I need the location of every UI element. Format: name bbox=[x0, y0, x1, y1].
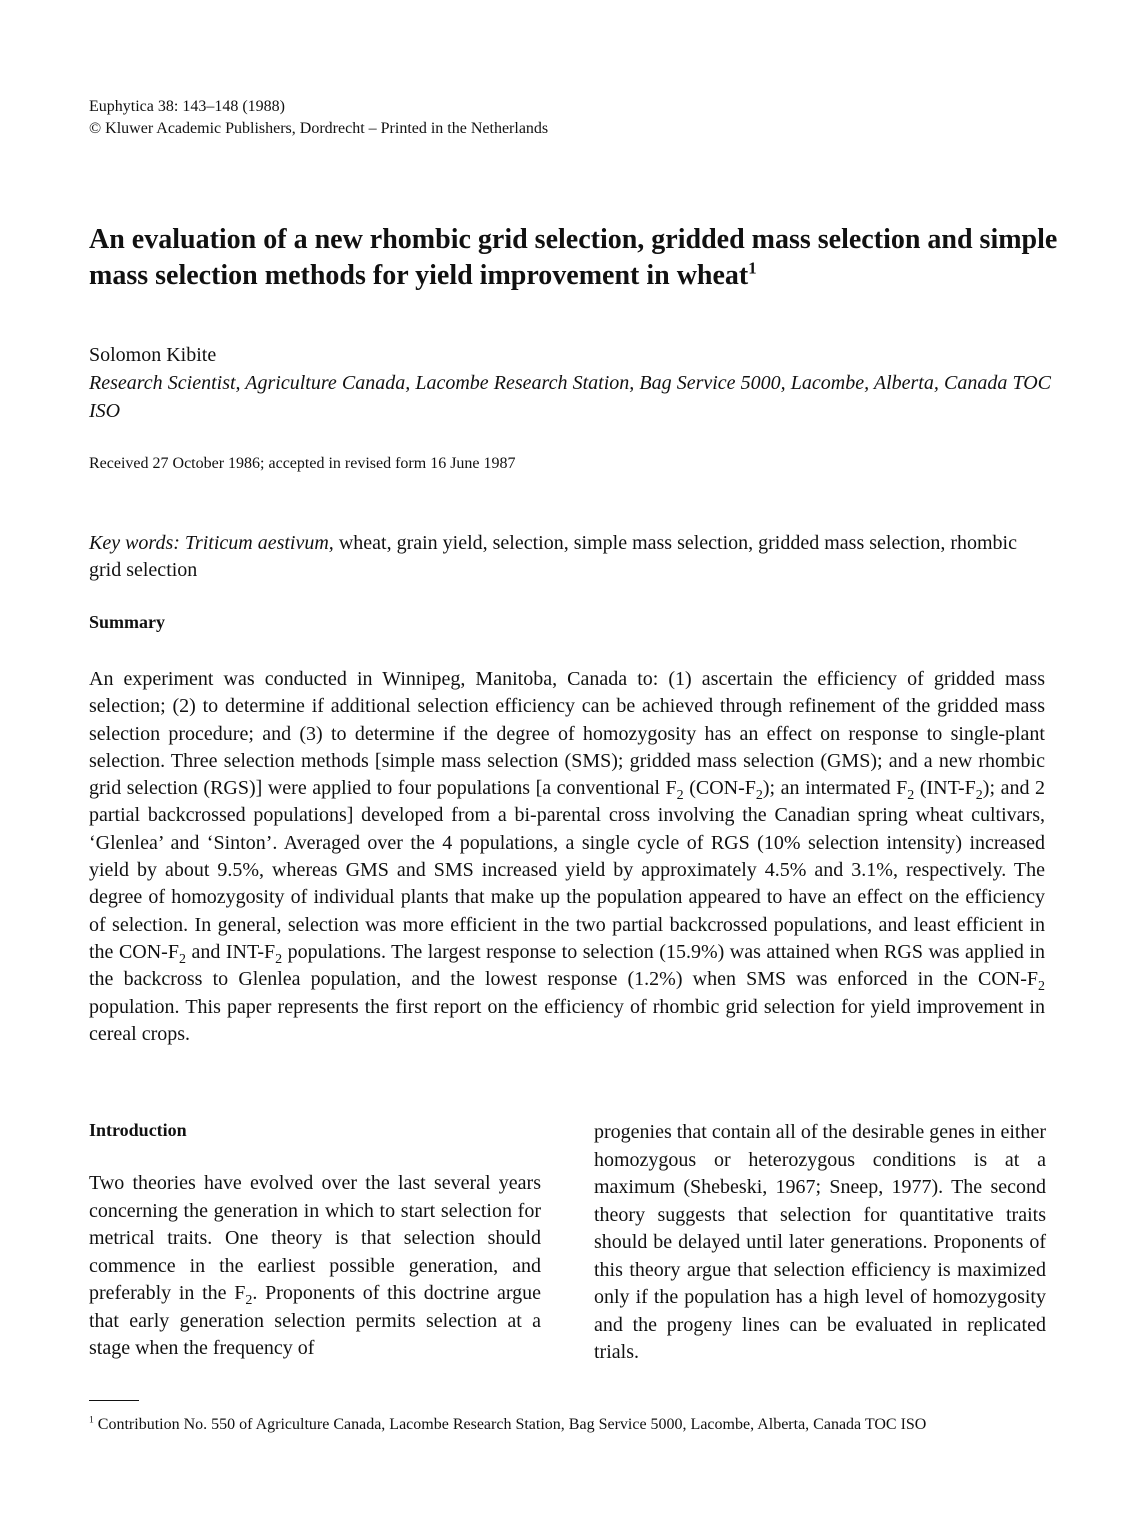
article-title bbox=[89, 222, 1069, 294]
received-dates: Received 27 October 1986; accepted in revised form 16 June 1987 bbox=[89, 455, 516, 472]
introduction-left-column bbox=[89, 1118, 541, 1363]
keywords bbox=[89, 530, 1049, 584]
summary-heading: Summary bbox=[89, 612, 165, 632]
keywords-terms: wheat, grain yield, selection, simple mass selection, gridded mass selection, rhombic grid selection bbox=[89, 532, 1017, 581]
footnote-divider bbox=[89, 1400, 139, 1401]
introduction-paragraph-left: Two theories have evolved over the last several years concerning the generation in which to start selection for metrical traits. One theory is that selection should commence in the earliest possible generation, and preferably in the $F_2$. Proponents of this doctrine argue that early generation selection permits selection at a stage when the frequency of bbox=[89, 1172, 541, 1359]
footnote-text: Contribution No. 550 of Agriculture Canada, Lacombe Research Station, Bag Service 5000, Lacombe, Alberta, Canada TOC ISO bbox=[93, 1416, 927, 1433]
author-affiliation: Research Scientist, Agriculture Canada, Lacombe Research Station, Bag Service 5000, Lacombe, Alberta, Canada TOC ISO bbox=[89, 372, 1051, 422]
copyright-line: © Kluwer Academic Publishers, Dordrecht – Printed in the Netherlands bbox=[89, 120, 549, 137]
summary-text: An experiment was conducted in Winnipeg, Manitoba, Canada to: (1) ascertain the efficiency of gridded mass selection; (2) to determine if additional selection efficiency can be achieved through refinement of the gridded mass selection procedure; and (3) to determine if the degree of homozygosity has an effect on response to single-plant selection. Three selection methods [simple mass selection (SMS); gridded mass selection (GMS); and a new rhombic grid selection (RGS)] were applied to four populations [a conventional $F_2$ $(CON-F_2)$; an intermated $F_2$ $(INT-F_2)$; and 2 partial backcrossed populations] developed from a bi-parental cross involving the Canadian spring wheat cultivars, ‘Glenlea’ and ‘Sinton’. Averaged over the 4 populations, a single cycle of RGS (10% selection intensity) increased yield by about 9.5%, whereas GMS and SMS increased yield by approximately 4.5% and 3.1%, respectively. The degree of homozygosity of individual plants that make up the population appeared to have an effect on the efficiency of selection. In general, selection was more efficient in the two partial backcrossed populations, and least efficient in the CON-$F_2$ and INT-$F_2$ populations. The largest response to selection (15.9%) was attained when RGS was applied in the backcross to Glenlea population, and the lowest response (1.2%) when SMS was enforced in the CON-$F_2$ population. This paper represents the first report on the efficiency of rhombic grid selection for yield improvement in cereal crops. bbox=[89, 668, 1046, 1045]
introduction-right-column bbox=[594, 1119, 1046, 1367]
keywords-label: Key words: bbox=[89, 532, 180, 554]
introduction-heading: Introduction bbox=[89, 1120, 187, 1140]
author-name: Solomon Kibite bbox=[89, 344, 217, 366]
footnote-mark: 1 bbox=[89, 1414, 94, 1426]
article-title-text: An evaluation of a new rhombic grid selection, gridded mass selection and simple mass selection methods for yield improvement in wheat bbox=[89, 224, 1058, 291]
keywords-latin-name: Triticum aestivum, bbox=[184, 532, 334, 554]
introduction-paragraph-right: progenies that contain all of the desirable genes in either homozygous or heterozygous conditions is at a maximum (Shebeski, 1967; Sneep, 1977). The second theory suggests that selection for quantitative traits should be delayed until later generations. Proponents of this theory argue that selection efficiency is maximized only if the population has a high level of homozygosity and the progeny lines can be evaluated in replicated trials. bbox=[594, 1121, 1046, 1363]
title-footnote-mark: 1 bbox=[748, 258, 757, 278]
journal-info bbox=[89, 96, 548, 140]
footnote bbox=[89, 1414, 1049, 1436]
journal-citation: Euphytica 38: 143–148 (1988) bbox=[89, 98, 285, 115]
